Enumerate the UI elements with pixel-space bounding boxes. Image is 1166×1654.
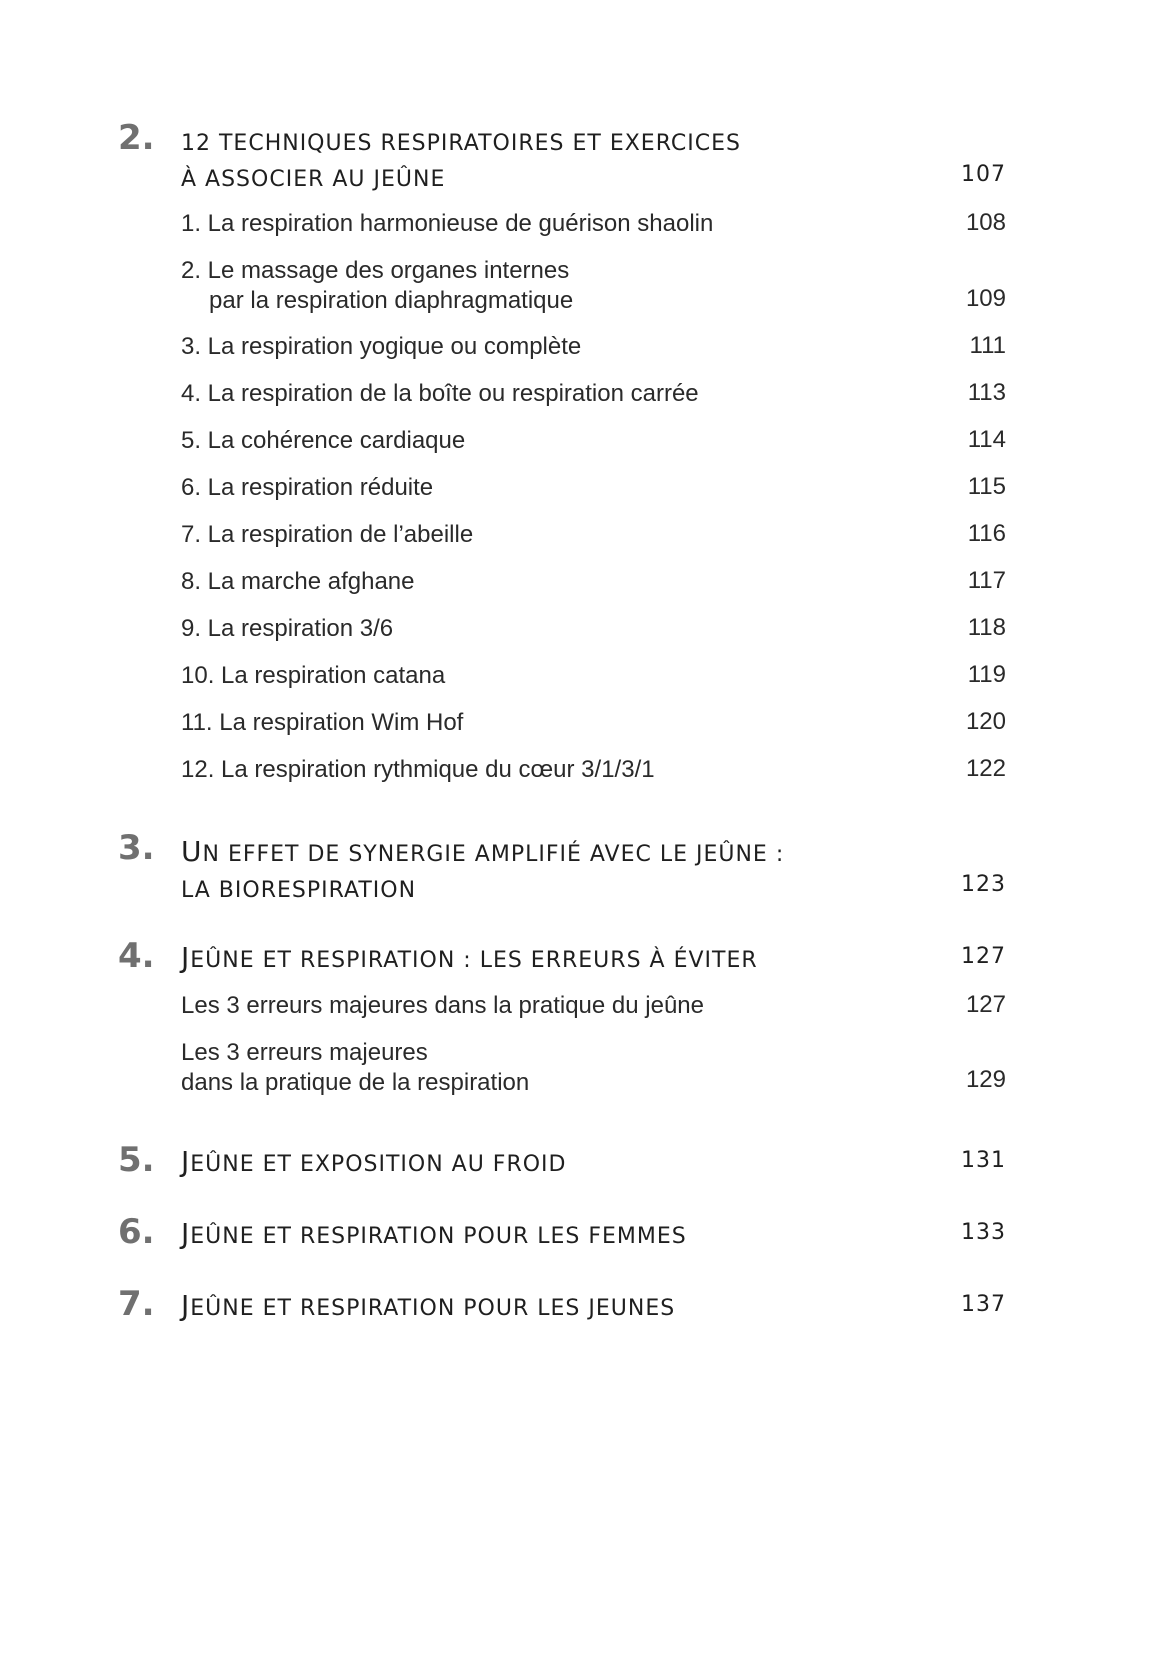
toc-item: Les 3 erreurs majeures dans la pratique du jeûne — [181, 992, 704, 1019]
toc-item-page: 108 — [965, 209, 1006, 236]
chapter-number: 7. — [118, 1284, 155, 1324]
chapter-title-initial: U — [181, 835, 203, 868]
toc-item — [181, 1038, 529, 1098]
chapter-title — [181, 126, 741, 198]
toc-item-page: 114 — [967, 426, 1006, 453]
chapter-number: 5. — [118, 1140, 155, 1180]
toc-item: 1. La respiration harmonieuse de guérison shaolin — [181, 210, 714, 237]
toc-item-page: 127 — [965, 991, 1006, 1018]
chapter-title — [181, 1216, 687, 1255]
chapter-title-rest: EÛNE ET EXPOSITION AU FROID — [190, 1152, 567, 1177]
chapter-title-initial: J — [181, 1145, 191, 1178]
toc-item-page: 111 — [969, 332, 1006, 359]
chapter-title — [181, 834, 784, 909]
chapter-page-number: 123 — [961, 872, 1006, 897]
toc-item: 5. La cohérence cardiaque — [181, 427, 466, 454]
toc-item: 9. La respiration 3/6 — [181, 615, 394, 642]
toc-item-page: 115 — [967, 473, 1006, 500]
chapter-page-number: 127 — [961, 944, 1006, 969]
toc-item: 3. La respiration yogique ou complète — [181, 333, 582, 360]
chapter-title-initial: J — [181, 1217, 191, 1250]
chapter-title-line2: LA BIORESPIRATION — [181, 878, 417, 903]
toc-item-line2: dans la pratique de la respiration — [181, 1069, 530, 1096]
toc-item-page: 109 — [965, 285, 1006, 312]
toc-item: 10. La respiration catana — [181, 662, 446, 689]
chapter-title-line1: 12 TECHNIQUES RESPIRATOIRES ET EXERCICES — [181, 131, 741, 156]
chapter-number: 4. — [118, 936, 155, 976]
toc-item: 8. La marche afghane — [181, 568, 415, 595]
toc-item: 12. La respiration rythmique du cœur 3/1/3/1 — [181, 756, 655, 783]
chapter-title-rest: EÛNE ET RESPIRATION POUR LES FEMMES — [190, 1224, 687, 1249]
chapter-title — [181, 1144, 566, 1183]
toc-item-page: 116 — [967, 520, 1006, 547]
chapter-title — [181, 1288, 675, 1327]
chapter-number: 6. — [118, 1212, 155, 1252]
toc-item — [181, 256, 573, 316]
toc-item: 7. La respiration de l’abeille — [181, 521, 474, 548]
toc-item-page: 119 — [967, 661, 1006, 688]
chapter-page-number: 137 — [961, 1292, 1006, 1317]
toc-item-page: 122 — [965, 755, 1006, 782]
chapter-title — [181, 940, 758, 979]
chapter-page-number: 131 — [961, 1148, 1006, 1173]
toc-item-line2: par la respiration diaphragmatique — [209, 287, 574, 314]
chapter-number: 3. — [118, 828, 155, 868]
toc-item-line1: 2. Le massage des organes internes — [181, 257, 570, 284]
toc-item: 4. La respiration de la boîte ou respiration carrée — [181, 380, 699, 407]
chapter-title-rest: EÛNE ET RESPIRATION POUR LES JEUNES — [190, 1296, 676, 1321]
toc-item: 11. La respiration Wim Hof — [181, 709, 464, 736]
toc-item-page: 120 — [965, 708, 1006, 735]
chapter-title-rest: EÛNE ET RESPIRATION : LES ERREURS À ÉVITER — [190, 948, 758, 973]
toc-item-page: 113 — [967, 379, 1006, 406]
toc-item-page: 129 — [965, 1066, 1006, 1093]
toc-item-page: 118 — [967, 614, 1006, 641]
chapter-title-line2: À ASSOCIER AU JEÛNE — [181, 167, 446, 192]
chapter-page-number: 133 — [961, 1220, 1006, 1245]
toc-item-line1: Les 3 erreurs majeures — [181, 1039, 428, 1066]
chapter-page-number: 107 — [961, 162, 1006, 187]
chapter-title-rest: N EFFET DE SYNERGIE AMPLIFIÉ AVEC LE JEÛNE : — [202, 842, 785, 867]
chapter-title-initial: J — [181, 1289, 191, 1322]
chapter-number: 2. — [118, 118, 155, 158]
toc-item: 6. La respiration réduite — [181, 474, 434, 501]
chapter-title-initial: J — [181, 941, 191, 974]
toc-item-page: 117 — [967, 567, 1006, 594]
